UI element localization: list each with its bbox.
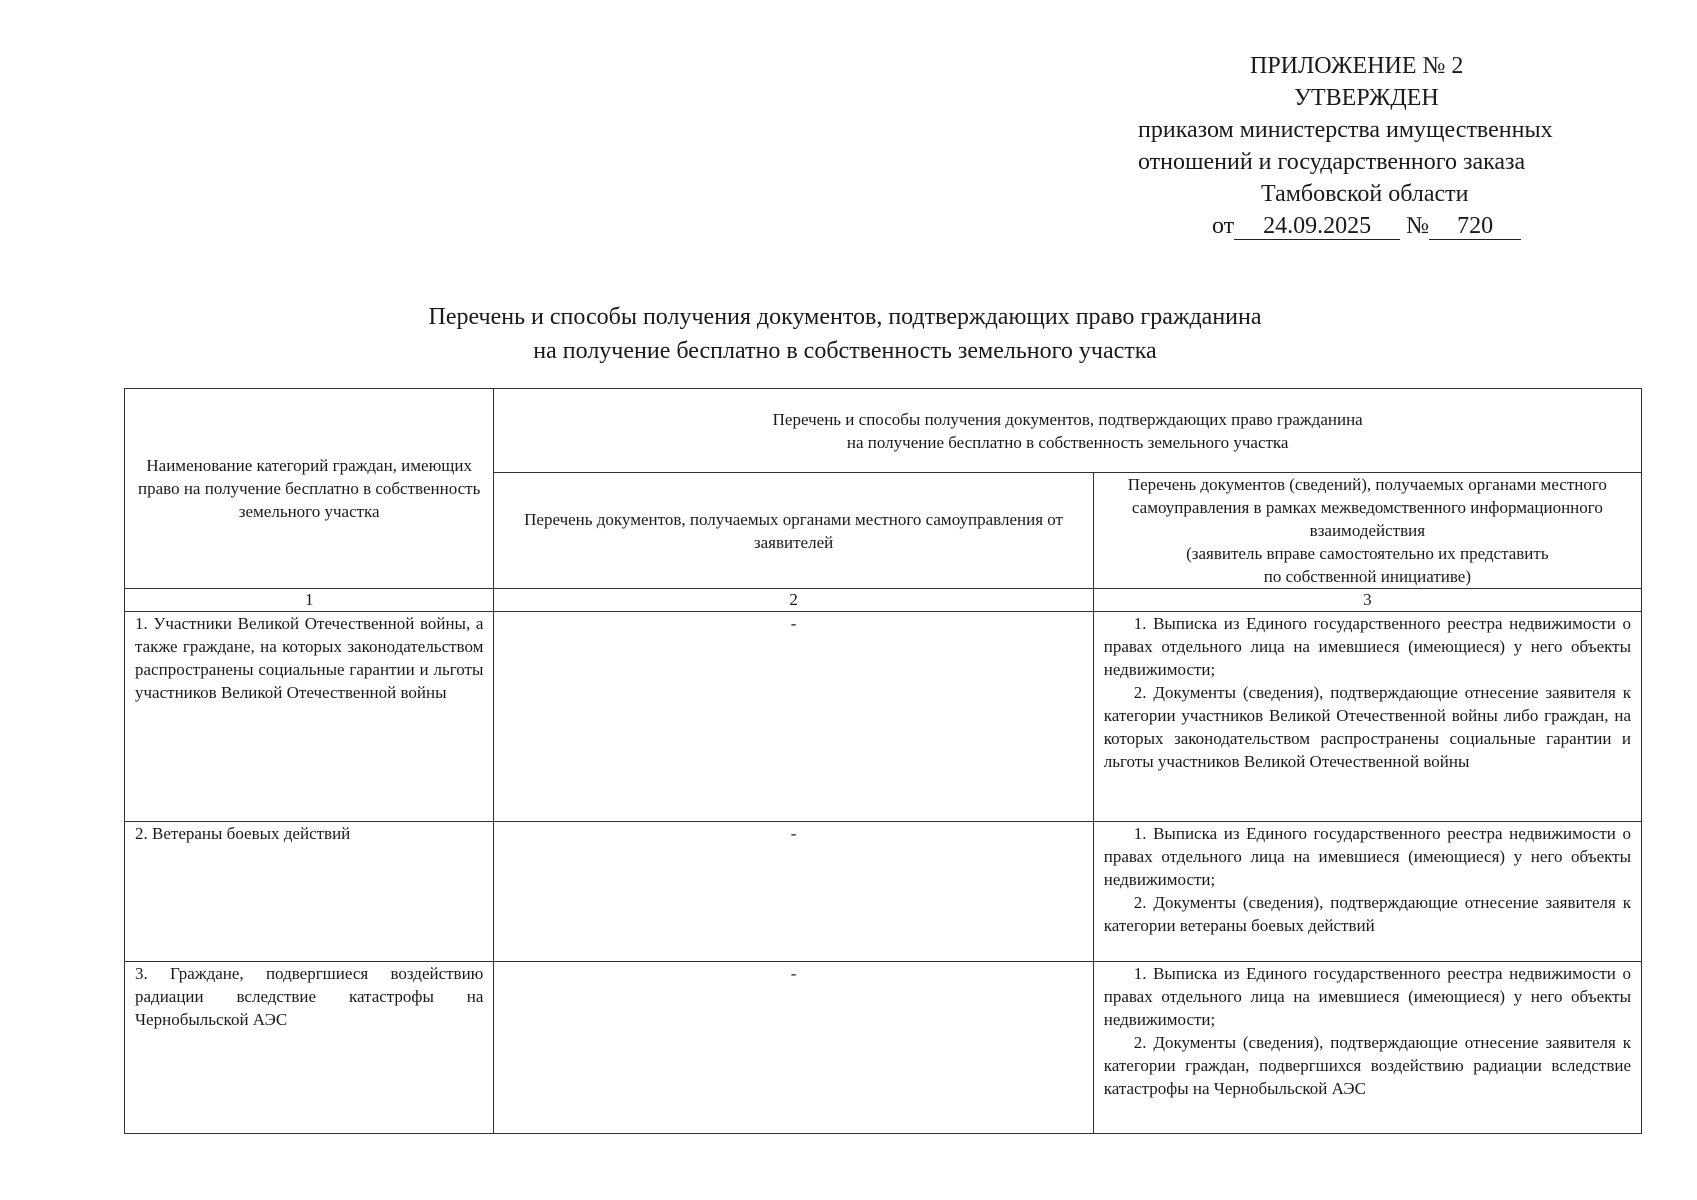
date-prefix: от (1212, 213, 1235, 239)
title-line-1: Перечень и способы получения документов, подтверждающих право гражданина (428, 304, 1262, 330)
table-row (125, 822, 1642, 962)
header-interagency: Перечень документов (сведений), получаемых органами местного самоуправления в рамках межведомственного информационного взаимодействия (заявитель вправе самостоятельно их представить по собственной инициативе) (1093, 473, 1641, 589)
from-applicant-cell: - (494, 822, 1093, 962)
approved-label: УТВЕРЖДЕН (1294, 85, 1439, 111)
appendix-label: ПРИЛОЖЕНИЕ № 2 (1250, 53, 1464, 79)
number-prefix: № (1406, 213, 1430, 239)
table-header-row (125, 389, 1642, 473)
document-item: 1. Выписка из Единого государственного реестра недвижимости о правах отдельного лица на имевшиеся (имеющиеся) у него объекты недвижимости; (1103, 964, 1631, 1029)
order-number: 720 (1429, 213, 1521, 240)
approval-block (1138, 50, 1638, 242)
interagency-cell (1093, 962, 1641, 1134)
header-group: Перечень и способы получения документов, подтверждающих право гражданина на получение бесплатно в собственность земельного участка (494, 389, 1642, 473)
document-title (300, 300, 1390, 368)
from-applicant-cell: - (494, 612, 1093, 822)
document-item: 2. Документы (сведения), подтверждающие отнесение заявителя к категории участников Великой Отечественной войны либо граждан, на которых законодательством распространены социальные гарантии и льготы участников Великой Отечественной войны (1103, 683, 1631, 771)
table-row (125, 962, 1642, 1134)
header-category: Наименование категорий граждан, имеющих право на получение бесплатно в собственность земельного участка (125, 389, 494, 589)
document-item: 2. Документы (сведения), подтверждающие отнесение заявителя к категории граждан, подвергшихся воздействию радиации вследствие катастрофы на Чернобыльской АЭС (1103, 1033, 1631, 1098)
interagency-cell (1093, 822, 1641, 962)
order-date-line (1138, 210, 1638, 242)
column-number: 3 (1093, 589, 1641, 612)
document-item: 1. Выписка из Единого государственного реестра недвижимости о правах отдельного лица на имевшиеся (имеющиеся) у него объекты недвижимости; (1103, 824, 1631, 889)
document-item: 1. Выписка из Единого государственного реестра недвижимости о правах отдельного лица на имевшиеся (имеющиеся) у него объекты недвижимости; (1103, 614, 1631, 679)
column-number: 2 (494, 589, 1093, 612)
column-number: 1 (125, 589, 494, 612)
order-line-3: Тамбовской области (1261, 181, 1469, 207)
category-cell: 1. Участники Великой Отечественной войны, а также граждане, на которых законодательством распространены социальные гарантии и льготы участников Великой Отечественной войны (125, 612, 494, 822)
document-item: 2. Документы (сведения), подтверждающие отнесение заявителя к категории ветераны боевых действий (1103, 893, 1631, 935)
order-date: 24.09.2025 (1234, 213, 1400, 240)
header-from-applicant: Перечень документов, получаемых органами местного самоуправления от заявителей (494, 473, 1093, 589)
table-row (125, 612, 1642, 822)
interagency-cell (1093, 612, 1641, 822)
title-line-2: на получение бесплатно в собственность земельного участка (533, 338, 1157, 364)
category-cell: 2. Ветераны боевых действий (125, 822, 494, 962)
order-line-2: отношений и государственного заказа (1138, 149, 1526, 175)
documents-table (124, 388, 1642, 1134)
order-line-1: приказом министерства имущественных (1138, 117, 1553, 143)
column-numbers-row (125, 589, 1642, 612)
from-applicant-cell: - (494, 962, 1093, 1134)
category-cell: 3. Граждане, подвергшиеся воздействию радиации вследствие катастрофы на Чернобыльской АЭС (125, 962, 494, 1134)
